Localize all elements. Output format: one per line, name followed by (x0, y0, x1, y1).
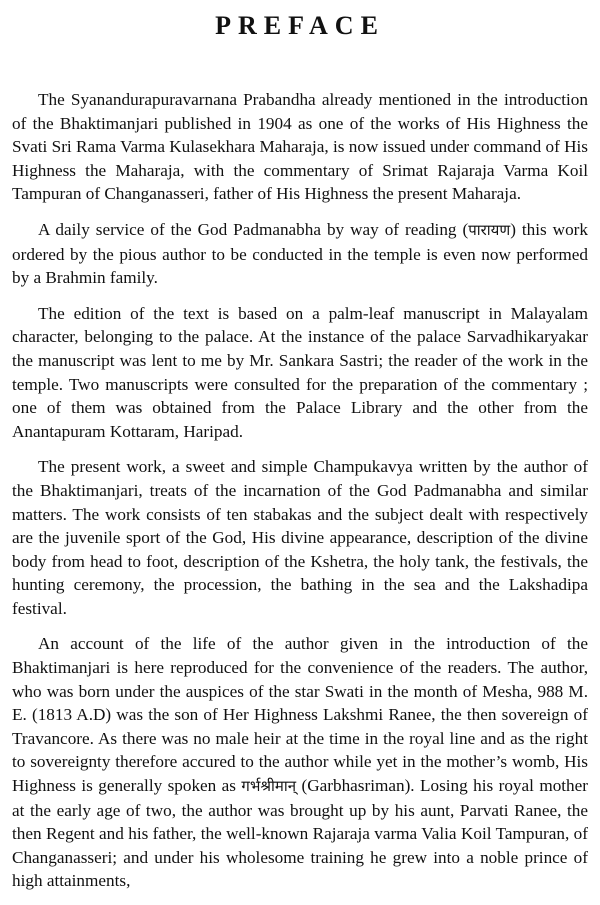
paragraph-4 (12, 455, 588, 620)
paragraph-2 (12, 218, 588, 290)
paragraph-5-devanagari: गर्भश्रीमान् (241, 777, 297, 796)
paragraph-1-text: The Syanandurapuravarnana Prabandha already mentioned in the introduction of the Bhaktimanjari published in 1904 as one of the works of His Highness the Svati Sri Rama Varma Kulasekhara Maharaja, is now issued under command of His Highness the Maharaja, with the commentary of Srimat Rajaraja Varma Koil Tampuran of Changanasseri, father of His Highness the present Maharaja. (12, 90, 588, 204)
paragraph-3-text: The edition of the text is based on a palm-leaf manuscript in Malayalam character, belonging to the palace. At the instance of the palace Sarvadhikaryakar the manuscript was lent to me by Mr. Sankara Sastri; the reader of the work in the temple. Two manuscripts were consulted for the preparation of the commentary ; one of them was obtained from the Palace Library and the other from the Anantapuram Kottaram, Haripad. (12, 303, 588, 441)
page-title: PREFACE (215, 11, 385, 40)
paragraph-2-text-after: ) this work ordered by the pious author to be conducted in the temple is even now performed by a Brahmin family. (12, 219, 588, 288)
paragraph-1 (12, 88, 588, 206)
paragraph-2-devanagari: पारायण (468, 220, 511, 239)
paragraph-5-text-after: (Garbhasriman). Losing his royal mother at the early age of two, the author was brought up by his aunt, Parvati Ranee, the then Regent and his father, the well-known Rajaraja varma Valia Koil Tampuran, of Changanasseri; and under his wholesome training he grew into a noble prince of high attainments, (12, 776, 589, 891)
preface-body (12, 88, 588, 893)
paragraph-3 (12, 302, 588, 444)
paragraph-4-text: The present work, a sweet and simple Champukavya written by the author of the Bhaktimanjari, treats of the incarnation of the God Padmanabha and similar matters. The work consists of ten stabakas and the subject dealt with respectively are the juvenile sport of the God, His divine appearance, description of the divine body from head to foot, description of the Kshetra, the holy tank, the festivals, the hunting ceremony, the procession, the bathing in the sea and the Lakshadipa festival. (12, 457, 588, 618)
paragraph-5-text-before: An account of the life of the author given in the introduction of the Bhaktimanjari is here reproduced for the convenience of the readers. The author, who was born under the auspices of the star Swati in the month of Mesha, 988 M. E. (1813 A.D) was the son of Her Highness Lakshmi Ranee, the then sovereign of Travancore. As there was no male heir at the time in the royal line and as the right to sovereignty therefore accured to the author while yet in the mother’s womb, His Highness is generally spoken as (12, 634, 588, 796)
paragraph-5 (12, 632, 588, 893)
document-page (12, 0, 588, 905)
paragraph-2-text-before: A daily service of the God Padmanabha by way of reading ( (38, 219, 469, 239)
